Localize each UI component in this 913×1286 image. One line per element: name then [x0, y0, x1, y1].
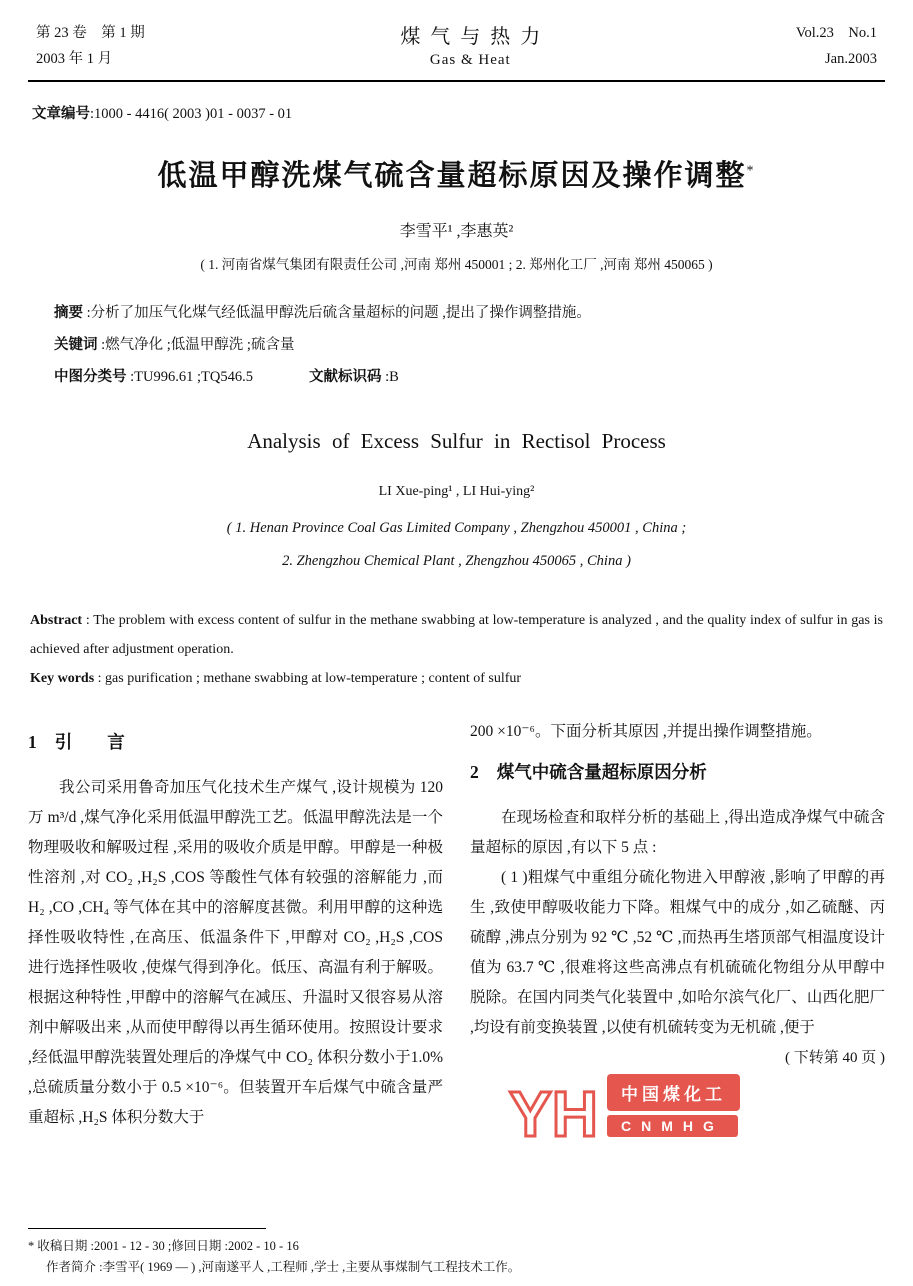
left-column [28, 717, 443, 1133]
date-en: Jan.2003 [825, 51, 877, 68]
brand-glyph-text: YH [509, 1078, 598, 1150]
keywords-cn-line [54, 329, 859, 361]
abstract-cn-block [54, 297, 859, 393]
right-column [470, 717, 885, 1133]
journal-title-block [390, 20, 550, 69]
clc-value: :TU996.61 ;TQ546.5 [126, 369, 253, 386]
received-date-line [28, 1236, 885, 1257]
journal-title-cn: 煤气与热力 [400, 26, 551, 48]
brand-glyph-icon [507, 1074, 599, 1152]
abstract-cn-line [54, 297, 859, 329]
clc-label: 中图分类号 [54, 369, 127, 386]
article-id-label: 文章编号 [32, 106, 90, 123]
section-1-title: 引 言 [54, 732, 125, 753]
author-bio-line: 作者简介 :李雪平( 1969 — ) ,河南遂平人 ,工程师 ,学士 ,主要从事煤制气工程技术工作。 [46, 1260, 521, 1274]
paper-title-text: 低温甲醇洗煤气硫含量超标原因及操作调整 [157, 160, 747, 193]
article-id-line [32, 102, 881, 123]
brand-name-en: CNMHG [607, 1115, 738, 1137]
abstract-en-text: : The problem with excess content of sulfur in the methane swabbing at low-temperature is analyzed , and the quality index of sulfur in gas is achieved after adjustment operation. [30, 613, 883, 658]
footnote-mark: * [28, 1239, 35, 1253]
section-2-title: 煤气中硫含量超标原因分析 [496, 762, 707, 783]
clc-line [54, 361, 859, 393]
paper-title-en: Analysis of Excess Sulfur in Rectisol Process [247, 429, 666, 454]
received-date-text: 收稿日期 :2001 - 12 - 30 ;修回日期 :2002 - 10 - 16 [37, 1239, 299, 1253]
date-cn: 2003 年 1 月 [36, 51, 113, 68]
keywords-cn-label: 关键词 [54, 337, 98, 354]
affiliation-en-2: 2. Zhengzhou Chemical Plant , Zhengzhou 450065 , China ) [282, 553, 631, 570]
header-divider [28, 80, 885, 82]
keywords-en-line [30, 664, 883, 693]
doc-code-value: :B [381, 369, 399, 386]
article-id-value: :1000 - 4416( 2003 )01 - 0037 - 01 [90, 106, 293, 123]
continued-on-page-note: ( 下转第 40 页 ) [785, 1050, 885, 1067]
section-2-paragraph-1: 在现场检查和取样分析的基础上 ,得出造成净煤气中硫含量超标的原因 ,有以下 5 点 : [470, 809, 885, 857]
brand-name-cn: 中国煤化工 [607, 1074, 740, 1111]
section-1-heading [28, 727, 443, 757]
issue-info-en [796, 20, 877, 72]
paper-title [28, 153, 885, 194]
journal-header [28, 12, 885, 78]
affiliation-en-1: ( 1. Henan Province Coal Gas Limited Company , Zhengzhou 450001 , China ; [226, 520, 687, 537]
issue-info-cn [36, 20, 145, 72]
keywords-en-text: : gas purification ; methane swabbing at low-temperature ; content of sulfur [94, 671, 522, 687]
abstract-en-block [30, 606, 883, 693]
section-2-paragraph-2: ( 1 )粗煤气中重组分硫化物进入甲醇液 ,影响了甲醇的再生 ,致使甲醇吸收能力下降。粗煤气中的成分 ,如乙硫醚、丙硫醇 ,沸点分别为 92 ℃ ,52 ℃ ,而热再生塔顶部气相温度设计值为 63.7 ℃ ,很难将这些高沸点有机硫硫化物组分从甲醇中脱除。在国内同类气化装置中 ,如哈尔滨气化厂、山西化肥厂 ,均设有前变换装置 ,以使有机硫转变为无机硫 ,便于 [470, 869, 885, 1037]
volume-issue-cn: 第 23 卷 第 1 期 [36, 25, 145, 41]
section-1-paragraph: 我公司采用鲁奇加压气化技术生产煤气 ,设计规模为 120 万 m³/d ,煤气净化采用低温甲醇洗工艺。低温甲醇洗法是一个物理吸收和解吸过程 ,采用的吸收介质是甲醇。甲醇是一种极性溶剂 ,对 CO₂ ,H₂S ,COS 等酸性气体有较强的溶解能力 ,而 H₂ ,CO ,CH₄ 等气体在其中的溶解度甚微。利用甲醇的这种选择性吸收特性 ,在高压、低温条件下 ,甲醇对 CO₂ ,H₂S ,COS 进行选择性吸收 ,使煤气得到净化。低压、高温有利于解吸。根据这种特性 ,甲醇中的溶解气在减压、升温时又很容易从溶剂中解吸出来 ,从而使甲醇得以再生循环使用。按照设计要求 ,经低温甲醇洗装置处理后的净煤气中 CO₂ 体积分数小于1.0% ,总硫质量分数小于 0.5 ×10⁻⁶。但装置开车后煤气中硫含量严重超标 ,H₂S 体积分数大于 [28, 779, 443, 1127]
section-2-heading [470, 757, 885, 787]
watermark-logo [505, 1072, 801, 1172]
footnote-area [28, 1228, 885, 1278]
keywords-en-label: Key words [30, 671, 95, 687]
volume-issue-en: Vol.23 No.1 [795, 25, 877, 41]
affiliations-cn: ( 1. 河南省煤气集团有限责任公司 ,河南 郑州 450001 ; 2. 郑州化工厂 ,河南 郑州 450065 ) [200, 257, 713, 273]
journal-title-en: Gas & Heat [429, 52, 511, 68]
affiliations-en [28, 512, 885, 578]
section-1-number: 1 [28, 732, 37, 753]
abstract-en-label: Abstract [30, 613, 83, 629]
abstract-en-line [30, 606, 883, 664]
abstract-cn-label: 摘要 [54, 305, 83, 322]
doc-code-label: 文献标识码 [308, 369, 382, 386]
two-column-body [28, 717, 885, 1133]
abstract-cn-text: :分析了加压气化煤气经低温甲醇洗后硫含量超标的问题 ,提出了操作调整措施。 [83, 305, 591, 322]
title-footnote-mark: * [746, 163, 756, 179]
section-2-number: 2 [470, 762, 479, 783]
authors-cn: 李雪平¹ ,李惠英² [399, 223, 514, 241]
keywords-cn-text: :燃气净化 ;低温甲醇洗 ;硫含量 [97, 337, 295, 354]
footnote-divider [28, 1228, 266, 1229]
brand-text-block [607, 1074, 740, 1137]
column-continuation-paragraph: 200 ×10⁻⁶。下面分析其原因 ,并提出操作调整措施。 [470, 723, 822, 741]
authors-en: LI Xue-ping¹ , LI Hui-ying² [378, 484, 535, 500]
